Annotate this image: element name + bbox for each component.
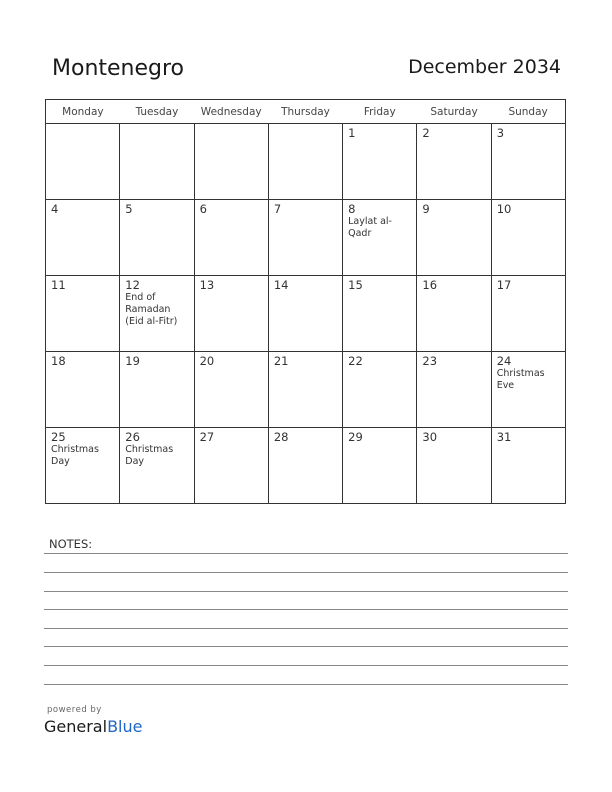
day-number: 20 bbox=[199, 354, 215, 368]
day-number: 27 bbox=[199, 430, 215, 444]
day-number: 18 bbox=[51, 354, 66, 368]
holiday-label: Day bbox=[51, 456, 70, 467]
day-cell bbox=[120, 200, 194, 276]
day-number: 22 bbox=[348, 354, 363, 368]
powered-by-text: powered by bbox=[47, 705, 102, 715]
day-cell bbox=[343, 352, 417, 428]
week-row bbox=[46, 276, 566, 352]
day-cell bbox=[120, 276, 194, 352]
day-cell bbox=[417, 276, 491, 352]
day-cell bbox=[120, 352, 194, 428]
day-cell bbox=[491, 276, 565, 352]
day-number: 7 bbox=[273, 202, 282, 216]
day-cell bbox=[417, 352, 491, 428]
day-cell bbox=[194, 124, 268, 200]
day-number: 30 bbox=[422, 430, 438, 444]
notes-label: NOTES: bbox=[49, 537, 93, 551]
day-cell bbox=[194, 276, 268, 352]
holiday-label: Christmas bbox=[496, 368, 545, 379]
day-cell bbox=[491, 428, 565, 504]
day-number: 25 bbox=[51, 430, 66, 444]
month-year-title: December 2034 bbox=[408, 56, 561, 78]
day-number: 9 bbox=[422, 202, 430, 216]
day-cell bbox=[343, 124, 417, 200]
weekday-header-row bbox=[46, 100, 566, 124]
day-cell bbox=[268, 124, 342, 200]
day-number: 19 bbox=[125, 354, 140, 368]
notes-line bbox=[44, 553, 568, 554]
notes-line bbox=[44, 665, 568, 666]
holiday-label: Eve bbox=[496, 380, 515, 391]
day-number: 16 bbox=[422, 278, 438, 292]
day-number: 29 bbox=[348, 430, 363, 444]
day-cell bbox=[491, 352, 565, 428]
day-number: 5 bbox=[125, 202, 133, 216]
holiday-label: End of bbox=[125, 292, 156, 303]
day-number: 6 bbox=[199, 202, 207, 216]
day-cell bbox=[491, 124, 565, 200]
holiday-label: Day bbox=[125, 456, 145, 467]
day-number: 23 bbox=[422, 354, 438, 368]
day-cell bbox=[343, 200, 417, 276]
day-number: 8 bbox=[348, 202, 356, 216]
day-cell bbox=[46, 352, 120, 428]
day-cell bbox=[268, 352, 342, 428]
day-cell bbox=[46, 428, 120, 504]
day-cell bbox=[343, 276, 417, 352]
day-number: 26 bbox=[125, 430, 140, 444]
day-cell bbox=[46, 276, 120, 352]
day-cell bbox=[120, 428, 194, 504]
day-cell bbox=[194, 200, 268, 276]
brand-logo bbox=[44, 717, 142, 736]
week-row bbox=[46, 352, 566, 428]
weekday-header: Thursday bbox=[268, 100, 342, 124]
day-cell bbox=[46, 200, 120, 276]
holiday-label: Christmas bbox=[51, 444, 99, 455]
weekday-header: Monday bbox=[46, 100, 120, 124]
holiday-label: Christmas bbox=[125, 444, 174, 455]
day-cell bbox=[417, 428, 491, 504]
week-row bbox=[46, 428, 566, 504]
brand-name-general: General bbox=[44, 717, 108, 736]
day-cell bbox=[343, 428, 417, 504]
holiday-label: (Eid al-Fitr) bbox=[125, 316, 178, 327]
day-number: 2 bbox=[422, 126, 430, 140]
weekday-header: Friday bbox=[343, 100, 417, 124]
notes-line bbox=[44, 646, 568, 647]
day-cell bbox=[268, 276, 342, 352]
country-title: Montenegro bbox=[52, 56, 185, 81]
holiday-label: Qadr bbox=[348, 228, 372, 239]
day-number: 1 bbox=[348, 126, 356, 140]
day-number: 14 bbox=[273, 278, 289, 292]
notes-line bbox=[44, 591, 568, 592]
day-number: 13 bbox=[199, 278, 215, 292]
day-number: 11 bbox=[51, 278, 66, 292]
day-number: 17 bbox=[496, 278, 512, 292]
day-cell bbox=[268, 428, 342, 504]
day-cell bbox=[194, 352, 268, 428]
notes-line bbox=[44, 572, 568, 573]
day-number: 3 bbox=[496, 126, 505, 140]
day-cell bbox=[268, 200, 342, 276]
day-number: 4 bbox=[51, 202, 59, 216]
week-row bbox=[46, 200, 566, 276]
day-cell bbox=[194, 428, 268, 504]
day-cell bbox=[491, 200, 565, 276]
calendar-grid bbox=[45, 99, 566, 504]
day-cell bbox=[417, 124, 491, 200]
notes-line bbox=[44, 628, 568, 629]
day-number: 24 bbox=[496, 354, 512, 368]
day-cell bbox=[120, 124, 194, 200]
day-cell bbox=[417, 200, 491, 276]
weekday-header: Sunday bbox=[491, 100, 565, 124]
day-number: 12 bbox=[125, 278, 140, 292]
weekday-header: Saturday bbox=[417, 100, 491, 124]
day-number: 31 bbox=[496, 430, 512, 444]
day-number: 28 bbox=[273, 430, 289, 444]
brand-name-blue: Blue bbox=[107, 717, 143, 736]
holiday-label: Ramadan bbox=[125, 304, 171, 315]
week-row bbox=[46, 124, 566, 200]
weekday-header: Tuesday bbox=[120, 100, 194, 124]
notes-line bbox=[44, 684, 568, 685]
weekday-header: Wednesday bbox=[194, 100, 268, 124]
day-number: 10 bbox=[496, 202, 512, 216]
day-cell bbox=[46, 124, 120, 200]
notes-line bbox=[44, 609, 568, 610]
holiday-label: Laylat al- bbox=[348, 216, 392, 227]
day-number: 21 bbox=[273, 354, 289, 368]
day-number: 15 bbox=[348, 278, 363, 292]
